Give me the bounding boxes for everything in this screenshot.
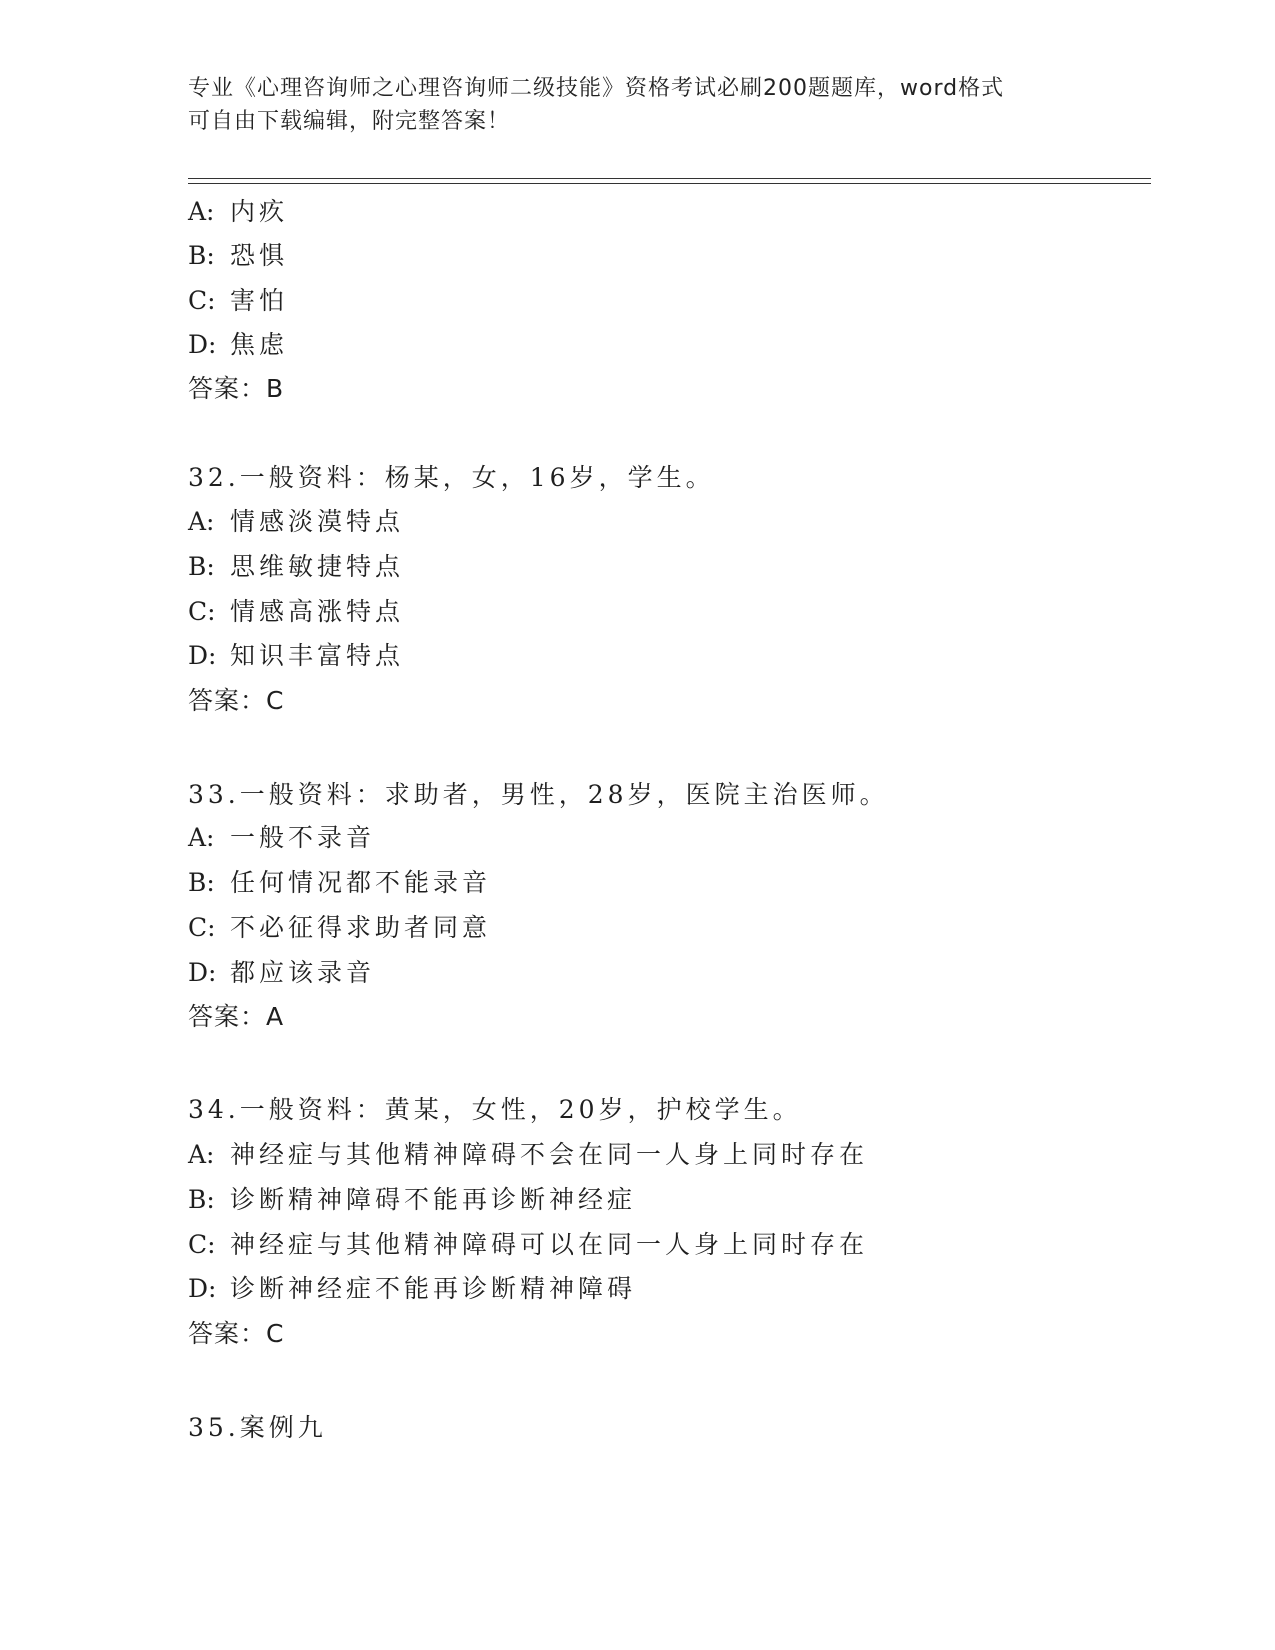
option-letter: D: bbox=[188, 641, 217, 670]
option-text: 知识丰富特点 bbox=[230, 641, 405, 670]
header-divider-bottom bbox=[188, 183, 1151, 184]
option-letter: A: bbox=[188, 507, 215, 536]
option-b bbox=[188, 547, 404, 583]
option-letter: C: bbox=[188, 913, 216, 942]
option-d bbox=[188, 636, 404, 672]
option-letter: B: bbox=[188, 868, 215, 897]
option-a bbox=[188, 818, 375, 854]
option-c bbox=[188, 908, 491, 944]
option-text: 焦虑 bbox=[230, 330, 289, 359]
document-header bbox=[188, 72, 1088, 138]
option-d bbox=[188, 953, 375, 989]
option-letter: D: bbox=[188, 330, 217, 359]
option-letter: C: bbox=[188, 286, 216, 315]
option-text: 不必征得求助者同意 bbox=[230, 913, 492, 942]
option-text: 神经症与其他精神障碍可以在同一人身上同时存在 bbox=[230, 1230, 869, 1259]
option-a bbox=[188, 192, 288, 228]
question-stem: 35.案例九 bbox=[188, 1413, 327, 1442]
answer-line: 答案：C bbox=[188, 686, 285, 715]
option-text: 诊断神经症不能再诊断精神障碍 bbox=[230, 1274, 637, 1303]
option-text: 一般不录音 bbox=[230, 823, 376, 852]
option-c bbox=[188, 1225, 868, 1261]
option-letter: B: bbox=[188, 552, 215, 581]
question-stem: 34.一般资料：黄某，女性，20岁，护校学生。 bbox=[188, 1095, 802, 1124]
header-line-1: 专业《心理咨询师之心理咨询师二级技能》资格考试必刷200题题库，word格式 bbox=[188, 76, 1005, 101]
option-letter: D: bbox=[188, 958, 217, 987]
option-letter: A: bbox=[188, 197, 215, 226]
option-text: 情感高涨特点 bbox=[230, 597, 405, 626]
question-stem: 32.一般资料：杨某，女，16岁，学生。 bbox=[188, 463, 715, 492]
option-letter: C: bbox=[188, 1230, 216, 1259]
option-text: 思维敏捷特点 bbox=[230, 552, 405, 581]
option-d bbox=[188, 325, 288, 361]
option-text: 害怕 bbox=[230, 286, 289, 315]
option-text: 神经症与其他精神障碍不会在同一人身上同时存在 bbox=[230, 1140, 869, 1169]
option-letter: C: bbox=[188, 597, 216, 626]
answer-line: 答案：C bbox=[188, 1319, 285, 1348]
question-stem: 33.一般资料：求助者，男性，28岁，医院主治医师。 bbox=[188, 780, 889, 809]
option-text: 任何情况都不能录音 bbox=[230, 868, 492, 897]
option-text: 内疚 bbox=[230, 197, 289, 226]
option-letter: B: bbox=[188, 1185, 215, 1214]
option-a bbox=[188, 1135, 868, 1171]
option-letter: A: bbox=[188, 1140, 215, 1169]
option-letter: B: bbox=[188, 241, 215, 270]
header-line-2: 可自由下载编辑，附完整答案！ bbox=[188, 109, 511, 134]
answer-line: 答案：B bbox=[188, 374, 285, 403]
option-d bbox=[188, 1269, 636, 1305]
option-text: 都应该录音 bbox=[230, 958, 376, 987]
option-b bbox=[188, 863, 491, 899]
option-letter: D: bbox=[188, 1274, 217, 1303]
option-letter: A: bbox=[188, 823, 215, 852]
option-b bbox=[188, 1180, 636, 1216]
answer-line: 答案：A bbox=[188, 1002, 285, 1031]
option-text: 恐惧 bbox=[230, 241, 289, 270]
option-c bbox=[188, 281, 288, 317]
option-text: 诊断精神障碍不能再诊断神经症 bbox=[230, 1185, 637, 1214]
header-divider-top bbox=[188, 178, 1151, 179]
option-text: 情感淡漠特点 bbox=[230, 507, 405, 536]
option-b bbox=[188, 236, 288, 272]
option-a bbox=[188, 502, 404, 538]
option-c bbox=[188, 592, 404, 628]
